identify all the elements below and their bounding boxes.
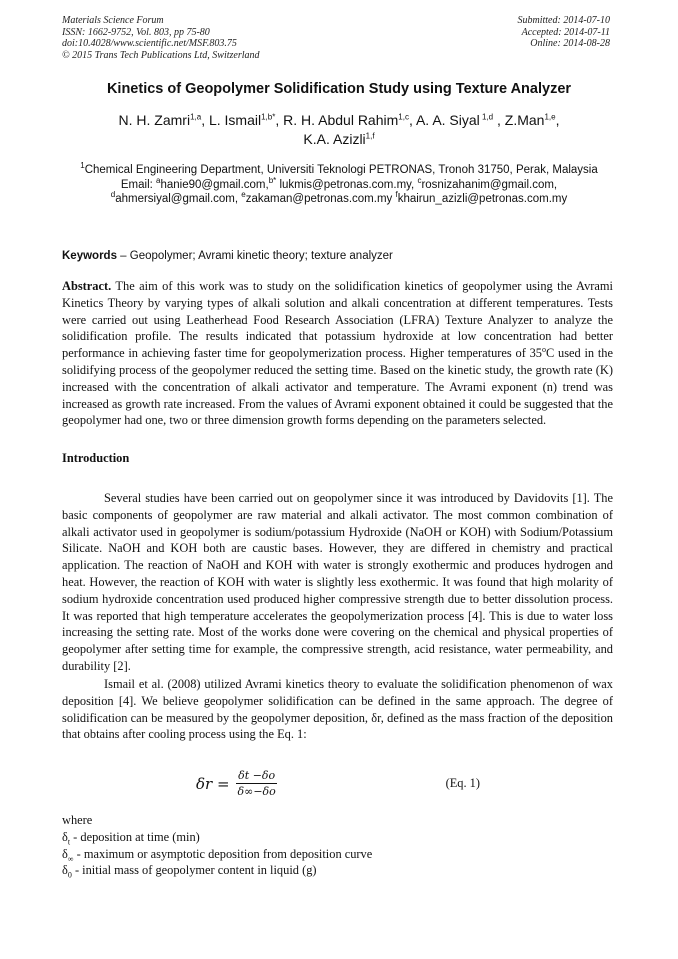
- equation-formula: [196, 768, 278, 799]
- equation-label: (Eq. 1): [445, 776, 480, 790]
- definition-item: $\delta_0$ - initial mass of geopolymer content in liquid (g): [62, 863, 317, 880]
- equation-1: [62, 768, 613, 804]
- email-link[interactable]: rosnizahanim@gmail.com,: [421, 178, 558, 191]
- author: K.A. Azizli$^{1,f}$: [303, 131, 375, 147]
- email-line: Email: $^a$hanie90@gmail.com,$^{b*}$ lukmis@petronas.com.my, $^c$rosnizahanim@gmail.com,: [120, 175, 558, 191]
- email-link[interactable]: zakaman@petronas.com.my: [245, 193, 396, 205]
- definitions-list: [62, 812, 372, 879]
- keywords-text: – Geopolymer; Avrami kinetic theory; texture analyzer: [116, 250, 393, 262]
- equation-numerator: δt −δo: [238, 769, 276, 782]
- equation-fraction: [236, 768, 278, 799]
- author: N. H. Zamri$^{1,a}$,: [118, 112, 209, 128]
- definition-item: $\delta_t$ - deposition at time (min): [62, 829, 200, 847]
- author: R. H. Abdul Rahim$^{1,c}$,: [283, 112, 416, 128]
- equation-denominator: δ∞−δo: [237, 785, 276, 798]
- intro-paragraph-2: Ismail et al. (2008) utilized Avrami kinetics theory to evaluate the solidification phenomenon of wax deposition [4]. We believe geopolymer solidification can be defined in the same approach. The degree of solidification can be measured by the geopolymer deposition, δr, defined as the mass fraction of the deposition that obtains after cooling process using the Eq. 1:: [62, 677, 613, 742]
- abstract-label: Abstract.: [62, 279, 112, 293]
- accepted-date: Accepted: 2014-07-11: [521, 26, 610, 38]
- submitted-date: Submitted: 2014-07-10: [517, 15, 610, 26]
- email-link[interactable]: lukmis@petronas.com.my,: [276, 178, 418, 191]
- author-list: [40, 111, 638, 149]
- author: A. A. Siyal $^{1,d}$ ,: [415, 112, 505, 128]
- author: Z.Man$^{1,e}$,: [504, 112, 560, 128]
- doi-line: doi:10.4028/www.scientific.net/MSF.803.75: [62, 38, 237, 49]
- dates-header: [518, 15, 611, 50]
- section-heading-introduction: Introduction: [62, 451, 130, 465]
- journal-header: [62, 15, 260, 61]
- author: L. Ismail$^{1,b*}$,: [208, 112, 284, 128]
- keywords-label: Keywords: [62, 250, 117, 262]
- definition-item: $\delta_\infty$ - maximum or asymptotic deposition from deposition curve: [62, 846, 373, 864]
- email-line: $^d$ahmersiyal@gmail.com, $^e$zakaman@petronas.com.my $^f$khairun_azizli@petronas.com.my: [110, 190, 568, 205]
- affiliation-block: [60, 163, 618, 207]
- intro-paragraph-1: Several studies have been carried out on geopolymer since it was introduced by Davidovits [1]. The basic components of geopolymer are raw material and alkali activator. The most common combination of alkali activator used in geopolymer is sodium/potassium Hydroxide (NaOH or KOH) with Sodium/Potassium Silicate. NaOH and KOH both are caustic bases. However, they are differed in chemistry and practical application. The reaction of NaOH and KOH with water is strongly exothermic and produces hydrogen and heat. However, the reaction of KOH with water is slightly less exothermic. It was found that high molarity of sodium hydroxide concentration used produced higher compressive strength due to better dissolution process. It was reported that high temperature accelerates the geopolymerization process [4]. This is due to water loss increasing the setting rate. Most of the works done were covering on the chemical and physical properties of geopolymer after setting time for example, the compressive strength, acid resistance, water permeability, and durability [2].: [62, 491, 613, 673]
- equation-lhs: δr =: [196, 774, 230, 793]
- copyright-line: © 2015 Trans Tech Publications Ltd, Switzerland: [62, 49, 260, 61]
- keywords: [62, 250, 622, 262]
- affiliation: $^1$Chemical Engineering Department, Universiti Teknologi PETRONAS, Tronoh 31750, Perak, Malaysia: [80, 161, 598, 176]
- paper-title: Kinetics of Geopolymer Solidification Study using Texture Analyzer: [106, 81, 572, 97]
- email-link[interactable]: ahmersiyal@gmail.com,: [115, 193, 242, 205]
- online-date: Online: 2014-08-28: [530, 38, 610, 49]
- email-link[interactable]: hanie90@gmail.com,: [160, 178, 269, 191]
- issn-line: ISSN: 1662-9752, Vol. 803, pp 75-80: [62, 26, 210, 38]
- where-label: where: [62, 813, 93, 827]
- email-link[interactable]: khairun_azizli@petronas.com.my: [397, 193, 568, 205]
- abstract: Abstract. The aim of this work was to study on the solidification kinetics of geopolymer using the Avrami Kinetics Theory by varying types of alkali solution and alkali concentration at different temperatures. Tests were carried out using Leatherhead Food Research Association (LFRA) Texture Analyzer to analyze the solidification profile. The results indicated that potassium hydroxide at low concentration had better performance in achieving faster time for geopolymerization process. Higher temperatures of 35$^o$C used in the solidifying process of the geopolymer reduced the setting time. Based on the kinetic study, the growth rate (K) increased with the concentration of alkali activator and temperature. The Avrami exponent (n) trend was increased as growth rate increased. From the values of Avrami exponent obtained it could be suggested that the geopolymer had one, two or three dimension growth forms depending on the parameters selected.: [62, 279, 614, 428]
- journal-name: Materials Science Forum: [62, 15, 164, 26]
